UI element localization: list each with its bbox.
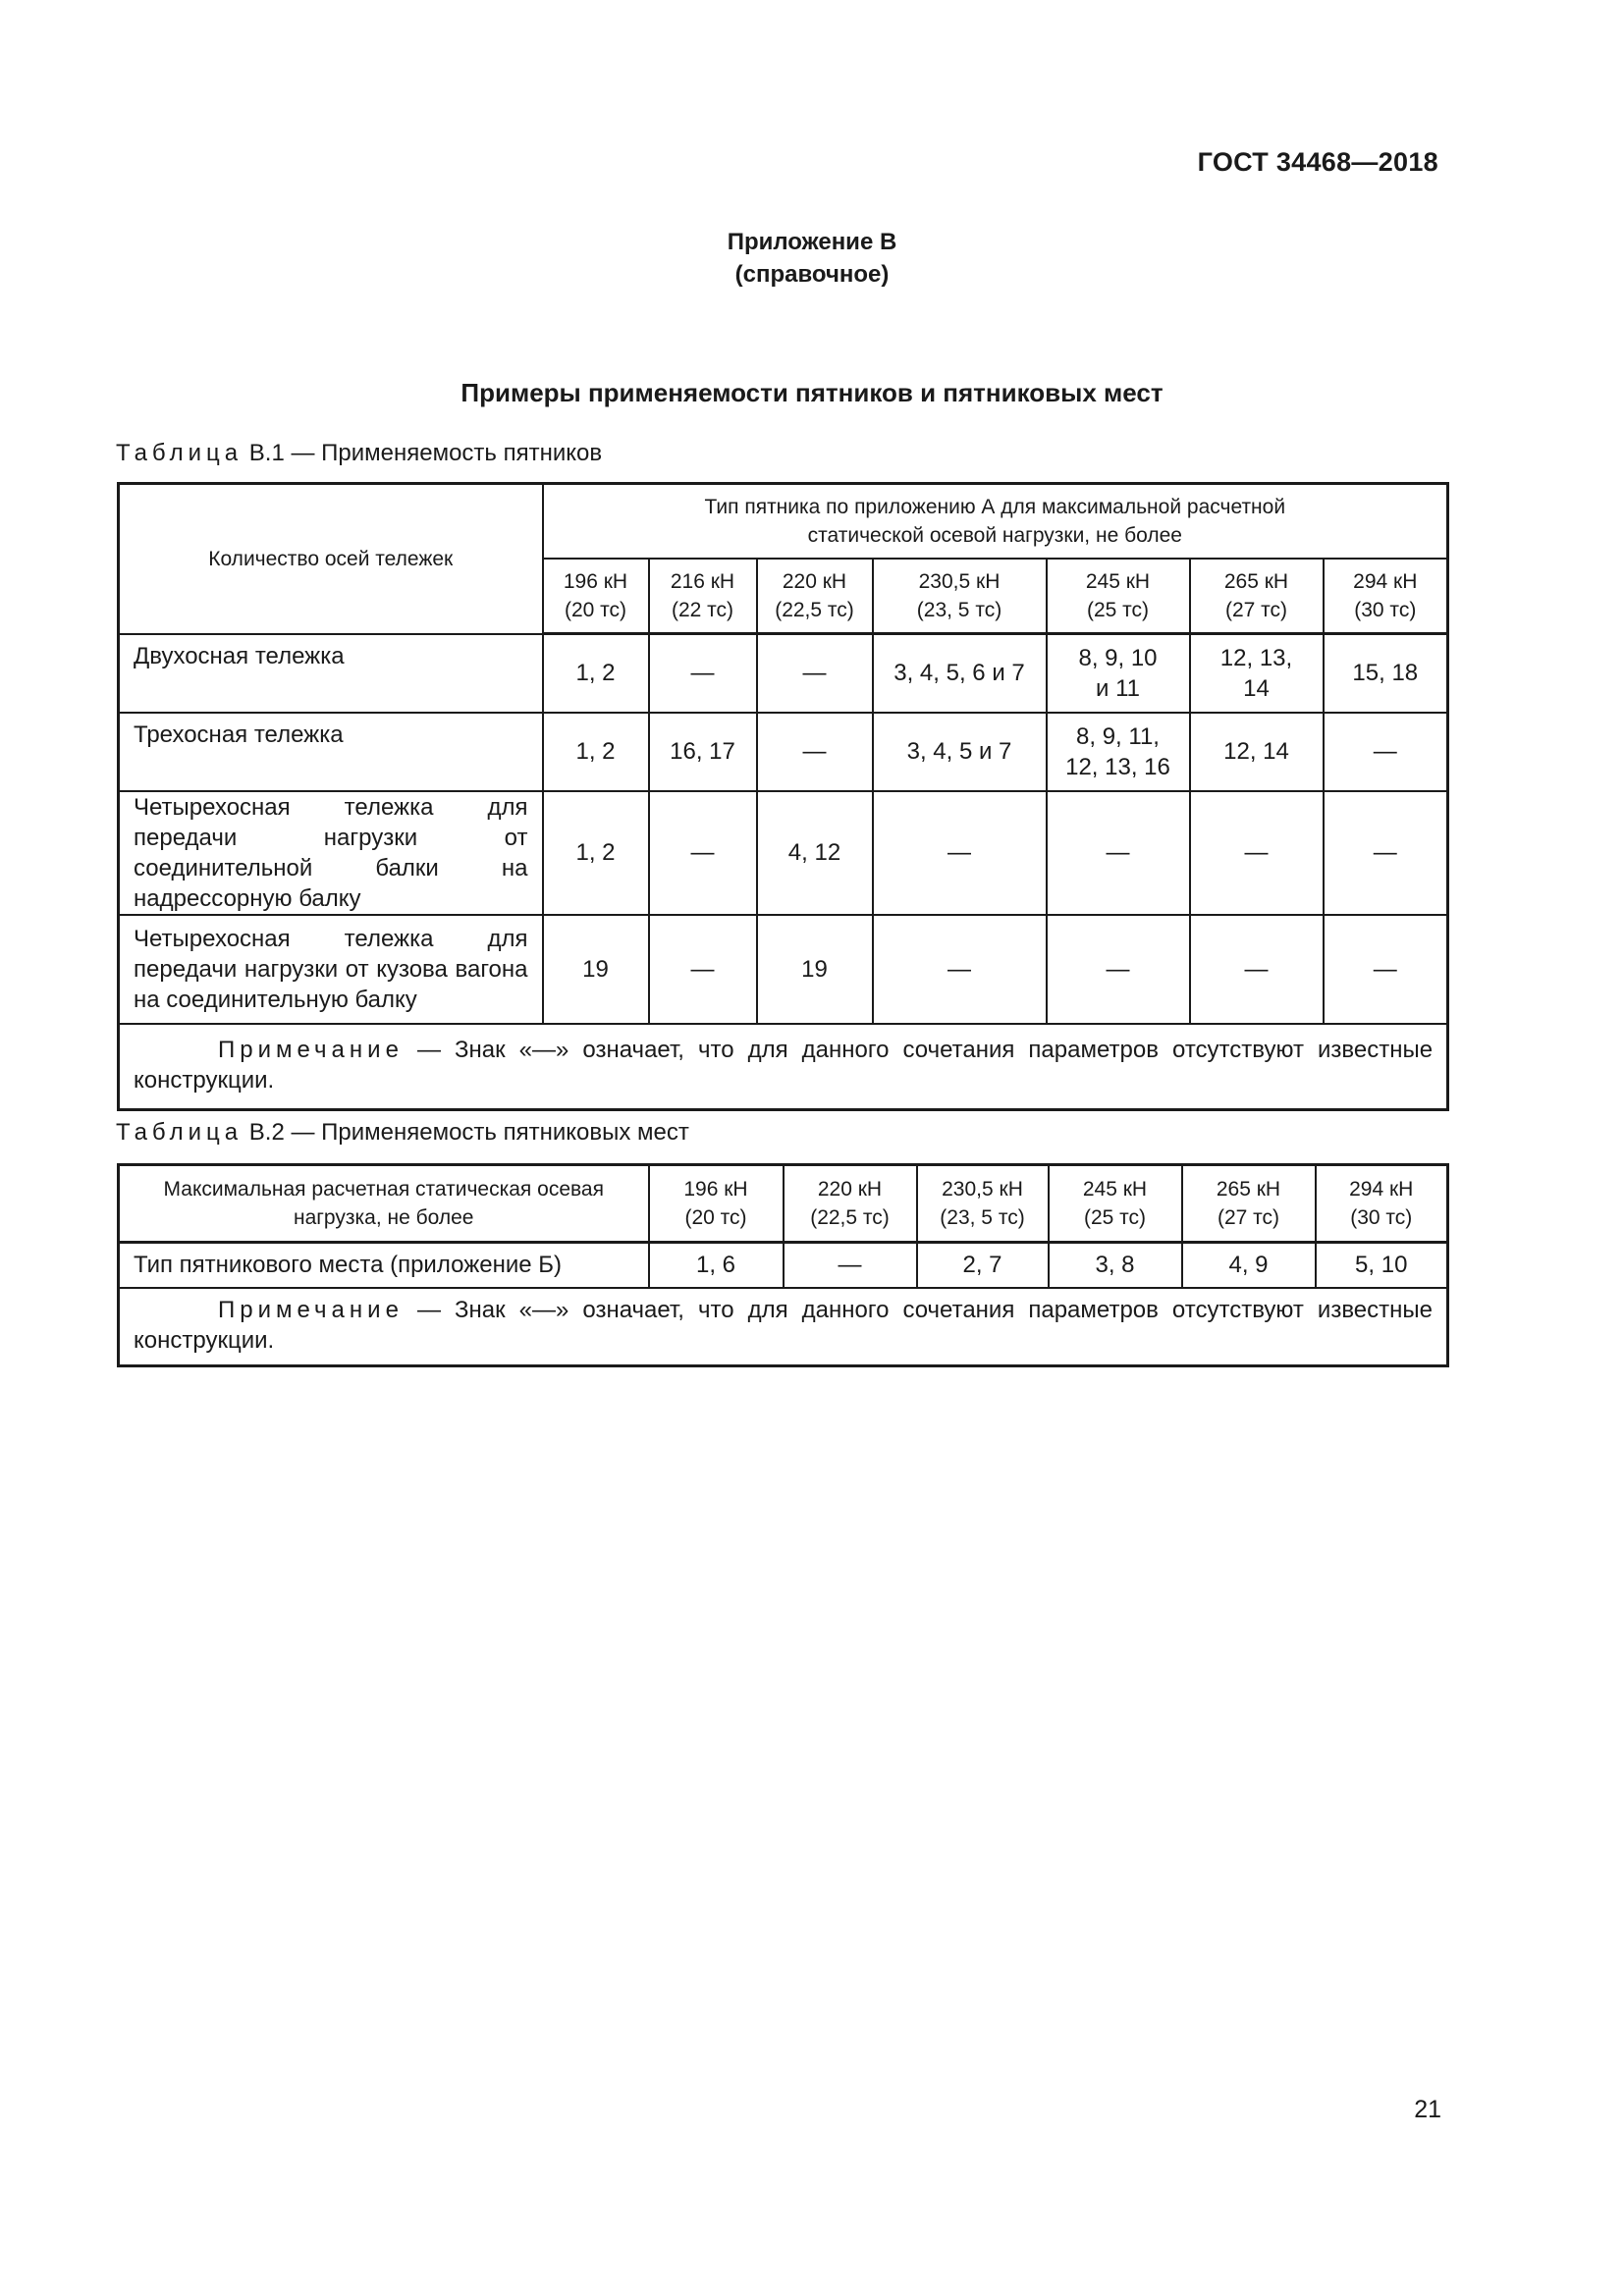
- page-number: 21: [1414, 2096, 1441, 2123]
- table1-note-text: — Знак «—» означает, что для данного сочетания параметров отсутствуют известные конструкции.: [134, 1037, 1434, 1095]
- table-cell: 1, 6: [649, 1243, 784, 1288]
- table-cell: 1, 2: [543, 713, 649, 791]
- table-row: [119, 1243, 1448, 1288]
- table1-col-header: 245 кН (25 тс): [1047, 559, 1190, 634]
- table-cell: —: [1324, 791, 1448, 915]
- table-cell: 3, 8: [1049, 1243, 1182, 1288]
- table-cell: 4, 12: [757, 791, 873, 915]
- table2-note-prefix: Примечание: [218, 1297, 404, 1324]
- table2-header-row: [119, 1165, 1448, 1243]
- table1-col-header: 196 кН (20 тс): [543, 559, 649, 634]
- table-cell: 3, 4, 5 и 7: [873, 713, 1047, 791]
- table-cell: 12, 13, 14: [1190, 634, 1324, 713]
- table1-caption-prefix: Таблица: [116, 440, 244, 466]
- table-cell: —: [757, 634, 873, 713]
- table-cell: 5, 10: [1316, 1243, 1448, 1288]
- table2-col-header: 196 кН (20 тс): [649, 1165, 784, 1243]
- table-row: [119, 634, 1448, 713]
- table1-caption-rest: В.1 — Применяемость пятников: [243, 440, 603, 466]
- table-cell: —: [873, 791, 1047, 915]
- table1-row-label: Двухосная тележка: [119, 634, 543, 713]
- table1-col-header: 230,5 кН (23, 5 тс): [873, 559, 1047, 634]
- table-cell: —: [873, 915, 1047, 1024]
- appendix-heading: [0, 226, 1624, 291]
- table1-row-label: Четырехосная тележка для передачи нагрузки от соединительной балки на надрессорную балку: [119, 791, 543, 915]
- table2-row-label: Тип пятникового места (приложение Б): [119, 1243, 649, 1288]
- table1-row-header: Количество осей тележек: [119, 484, 543, 634]
- table1-col-header: 265 кН (27 тс): [1190, 559, 1324, 634]
- standard-code: ГОСТ 34468—2018: [1197, 147, 1438, 177]
- appendix-subtitle: (справочное): [734, 261, 890, 288]
- table2-note-text: — Знак «—» означает, что для данного сочетания параметров отсутствуют известные конструкции.: [134, 1297, 1433, 1355]
- table-cell: —: [649, 915, 757, 1024]
- table1-note: [119, 1024, 1448, 1110]
- table2-row-header: Максимальная расчетная статическая осевая нагрузка, не более: [119, 1165, 649, 1243]
- table1-note-row: [119, 1024, 1448, 1110]
- table-cell: 12, 14: [1190, 713, 1324, 791]
- table2-col-header: 294 кН (30 тс): [1316, 1165, 1448, 1243]
- table-cell: 19: [543, 915, 649, 1024]
- table-cell: —: [784, 1243, 917, 1288]
- table1-col-header: 294 кН (30 тс): [1324, 559, 1448, 634]
- table1-group-header: Тип пятника по приложению А для максимальной расчетной статической осевой нагрузки, не более: [543, 484, 1448, 559]
- table1-caption: [116, 440, 602, 467]
- table2-pivot-seat-applicability: [117, 1163, 1449, 1367]
- table2-col-header: 230,5 кН (23, 5 тс): [917, 1165, 1049, 1243]
- table1-col-header: 216 кН (22 тс): [649, 559, 757, 634]
- table2-col-header: 220 кН (22,5 тс): [784, 1165, 917, 1243]
- table2-col-header: 265 кН (27 тс): [1182, 1165, 1316, 1243]
- table-row: [119, 713, 1448, 791]
- table-cell: —: [1047, 791, 1190, 915]
- table-cell: —: [1324, 713, 1448, 791]
- table-cell: 8, 9, 10 и 11: [1047, 634, 1190, 713]
- appendix-title: Приложение В: [727, 229, 897, 255]
- table2-note-row: [119, 1288, 1448, 1366]
- table1-note-prefix: Примечание: [218, 1037, 404, 1064]
- table-cell: —: [1324, 915, 1448, 1024]
- table-cell: 16, 17: [649, 713, 757, 791]
- table-cell: —: [757, 713, 873, 791]
- table1-row-label: Четырехосная тележка для передачи нагрузки от кузова вагона на соединительную балку: [119, 915, 543, 1024]
- table2-caption: [116, 1119, 689, 1147]
- table-row: [119, 915, 1448, 1024]
- table-cell: 4, 9: [1182, 1243, 1316, 1288]
- table-row: [119, 791, 1448, 915]
- section-title: Примеры применяемости пятников и пятниковых мест: [460, 378, 1164, 407]
- table2-caption-prefix: Таблица: [116, 1119, 244, 1146]
- table2-col-header: 245 кН (25 тс): [1049, 1165, 1182, 1243]
- table1-row-label: Трехосная тележка: [119, 713, 543, 791]
- table-cell: —: [649, 791, 757, 915]
- table1-header-row-1: [119, 484, 1448, 559]
- table-cell: 19: [757, 915, 873, 1024]
- table2-caption-rest: В.2 — Применяемость пятниковых мест: [243, 1119, 689, 1146]
- table1-col-header: 220 кН (22,5 тс): [757, 559, 873, 634]
- table-cell: 1, 2: [543, 634, 649, 713]
- table-cell: —: [1190, 791, 1324, 915]
- table-cell: 3, 4, 5, 6 и 7: [873, 634, 1047, 713]
- table-cell: 1, 2: [543, 791, 649, 915]
- table-cell: —: [649, 634, 757, 713]
- table-cell: —: [1190, 915, 1324, 1024]
- table-cell: 8, 9, 11, 12, 13, 16: [1047, 713, 1190, 791]
- table2-note: [119, 1288, 1448, 1366]
- table-cell: 15, 18: [1324, 634, 1448, 713]
- table1-pivot-applicability: [117, 482, 1449, 1111]
- table-cell: —: [1047, 915, 1190, 1024]
- table-cell: 2, 7: [917, 1243, 1049, 1288]
